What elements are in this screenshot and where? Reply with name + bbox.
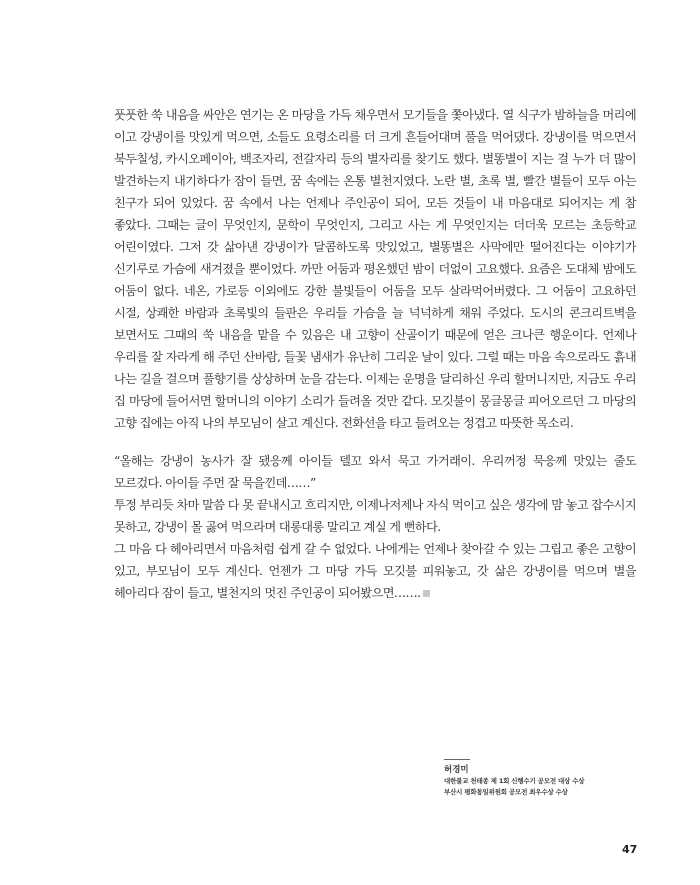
author-award: 대한불교 천태종 제 1회 신행수기 공모전 대상 수상 bbox=[444, 777, 585, 785]
paragraph-closing-text: 그 마음 다 헤아리면서 마음처럼 쉽게 갈 수 없었다. 나에게는 언제나 찾아갈 수 있는 그립고 좋은 고향이 있고, 부모님이 모두 계신다. 언젠가 그 마당 가득 모깃불 피워놓고, 갓 삶은 강냉이를 먹으며 별을 헤아리다 잠이 들고, 별천지의 멋진 주인공이 되어봤으면……. bbox=[114, 542, 636, 600]
paragraph-memory: 풋풋한 쑥 내음을 싸안은 연기는 온 마당을 가득 채우면서 모기들을 쫓아냈다. 열 식구가 밤하늘을 머리에 이고 강냉이를 맛있게 먹으면, 소들도 요령소리를 더 크게 흔들어대며 풀을 먹어댔다. 강냉이를 먹으면서 북두칠성, 카시오페이아, 백조자리, 전갈자리 등의 별자리를 찾기도 했다. 별똥별이 지는 걸 누가 더 많이 발견하는지 내기하다가 잠이 들면, 꿈 속에는 온통 별천지였다. 노란 별, 초록 별, 빨간 별들이 모두 아는 친구가 되어 있었다. 꿈 속에서 나는 언제나 주인공이 되어, 모든 것들이 내 마음대로 되어지는 게 참 좋았다. 그때는 글이 무엇인지, 문학이 무엇인지, 그리고 사는 게 무엇인지는 더더욱 모르는 초등학교 어린이였다. 그저 갓 삶아낸 강냉이가 달콤하도록 맛있었고, 별똥별은 사막에만 떨어진다는 이야기가 신기루로 가슴에 새겨졌을 뿐이었다. 까만 어둠과 평온했던 밤이 더없이 고요했다. 요즘은 도대체 밤에도 어둠이 없다. 네온, 가로등 이외에도 강한 불빛들이 어둠을 모두 살라먹어버렸다. 그 어둠이 고요하던 시절, 상쾌한 바람과 초록빛의 들판은 우리들 가슴을 늘 넉넉하게 채워 주었다. 도시의 콘크리트벽을 보면서도 그때의 쑥 내음을 맡을 수 있음은 내 고향이 산골이기 때문에 얻은 크나큰 행운이다. 언제나 우리를 잘 자라게 해 주던 산바람, 들꽃 냄새가 유난히 그리운 날이 있다. 그럴 때는 마음 속으로라도 흙내 나는 길을 걸으며 풀향기를 상상하며 눈을 감는다. 이제는 운명을 달리하신 우리 할머니지만, 지금도 우리 집 마당에 들어서면 할머니의 이야기 소리가 들려올 것만 같다. 모깃불이 몽글몽글 피어오르던 그 마당의 고향 집에는 아직 나의 부모님이 살고 계신다. 전화선을 타고 들려오는 정겹고 따뜻한 목소리. bbox=[114, 108, 636, 430]
paragraph-closing bbox=[114, 538, 636, 604]
page-number: 47 bbox=[622, 843, 638, 856]
author-name: 허경미 bbox=[444, 765, 469, 775]
author-divider bbox=[444, 759, 470, 760]
author-award: 부산시 평화통일위원회 공모전 최우수상 수상 bbox=[444, 788, 568, 796]
article-body bbox=[114, 104, 636, 604]
paragraph-quote: “올해는 강냉이 농사가 잘 됐응께 아이들 델꼬 와서 묵고 가거래이. 우리꺼정 묵응께 맛있는 줄도 모르겄다. 아이들 주먼 잘 묵을낀데……” bbox=[114, 454, 636, 490]
author-info bbox=[444, 759, 584, 798]
end-mark-icon bbox=[423, 590, 430, 597]
paragraph-parents: 투정 부리듯 차마 말씀 다 못 끝내시고 흐리지만, 이제나저제나 자식 먹이고 싶은 생각에 맘 놓고 잡수시지 못하고, 강냉이 몰 곯여 먹으라며 대롱대롱 말리고 계실 게 뻔하다. bbox=[114, 498, 636, 534]
